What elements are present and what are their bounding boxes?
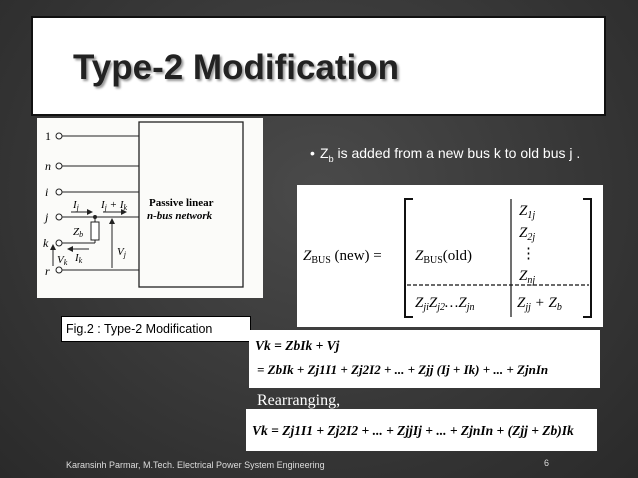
current-ij-label: Ij [73,199,79,212]
title-box [31,16,606,116]
col-z2j: $Z_{2j}$ [519,225,536,243]
equation-vk-rearranged [246,409,597,451]
node-n-label: n [45,159,51,173]
eq1-line2: = ZbIk + Zj1I1 + Zj2I2 + ... + Zjj (Ij + Ik) + ... + ZjnIn [257,362,549,377]
node-n-terminal [56,163,62,169]
col-dots: ⋮ [521,246,536,262]
zbus-new-label: $Z_{BUS}$ (new) = [303,248,382,266]
page-number: 6 [544,458,550,468]
network-label-1: Passive linear [149,197,214,209]
vk-label: Vk [57,254,68,267]
zb-label: Zb [73,226,84,239]
current-sum-label: Ij + Ik [101,199,128,212]
node-j-label: j [45,210,49,224]
node-k-label: k [43,236,49,250]
bullet-text: • $Z_b$ is added from a new bus k to old bus j . [310,145,581,164]
network-label-2: n-bus network [147,210,213,222]
row-zj: $Z_{ji}Z_{j2}\dots Z_{jn}$ [415,295,475,313]
zbus-matrix-equation [297,185,603,327]
col-z1j: $Z_{1j}$ [519,203,536,221]
node-r-terminal [56,267,62,273]
zb-impedance [91,222,99,240]
node-1-terminal [56,133,62,139]
corner-zjj-zb: $Z_{jj} + Z_b$ [517,295,562,313]
figure-caption: Fig.2 : Type-2 Modification [61,316,251,342]
equation-vk-expansion [249,330,600,388]
rearranging-label: Rearranging, [257,392,341,409]
node-j-terminal [56,214,62,220]
footer-author: Karansinh Parmar, M.Tech. Electrical Power System Engineering [66,460,325,470]
circuit-diagram [37,118,263,298]
eq1-line1: Vk = ZbIk + Vj [255,338,340,353]
eq2-text: Vk = Zj1I1 + Zj2I2 + ... + ZjjIj + ... + ZjnIn + (Zjj + Zb)Ik [252,423,574,438]
node-r-label: r [45,264,50,278]
col-znj: $Z_{nj}$ [519,268,536,286]
node-i-label: i [45,185,49,199]
slide-title: Type-2 Modification [73,48,400,87]
node-1-label: 1 [45,129,51,143]
node-k-terminal [56,240,62,246]
ik-label: Ik [75,252,83,265]
vj-label: Vj [117,246,126,259]
node-i-terminal [56,189,62,195]
zbus-old-label: $Z_{BUS}(old)$ [415,248,472,266]
